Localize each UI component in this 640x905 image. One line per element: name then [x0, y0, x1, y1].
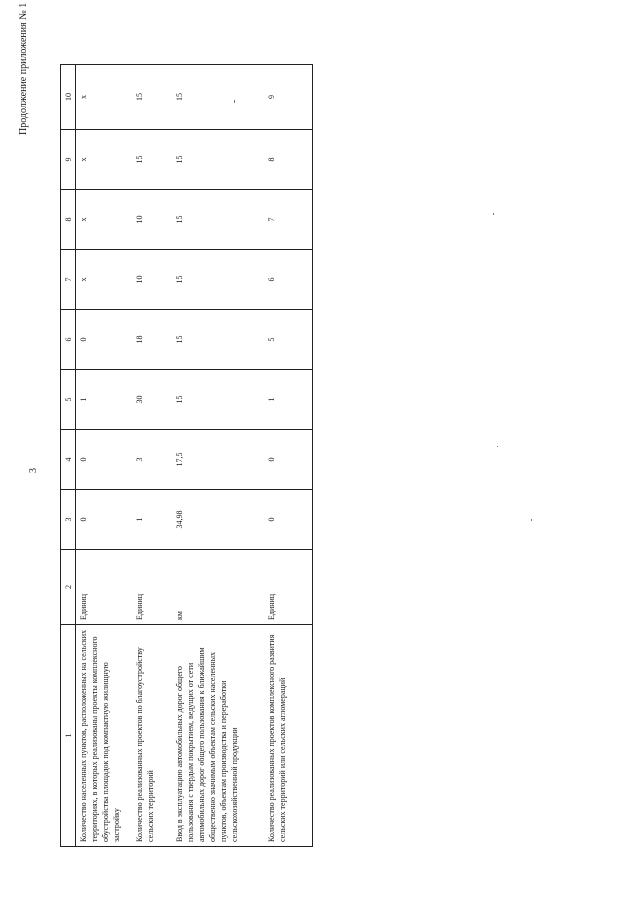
header-cell: 8	[61, 190, 76, 250]
value-cell: 30	[132, 370, 172, 430]
unit-cell: Единиц	[132, 550, 172, 625]
value-cell: 10	[132, 190, 172, 250]
value-cell: 17,5	[172, 430, 264, 490]
header-cell: 7	[61, 250, 76, 310]
value-cell: 15	[132, 65, 172, 130]
appendix-note: Продолжение приложения № 1	[18, 2, 29, 135]
value-cell: 10	[132, 250, 172, 310]
indicator-name: Количество реализованных проектов комплексного развития сельских территорий или сельских агломераций	[264, 625, 313, 847]
table-row	[132, 65, 172, 847]
scan-speck	[493, 213, 494, 215]
value-cell: 0	[76, 490, 133, 550]
value-cell: 9	[264, 65, 313, 130]
header-cell: 4	[61, 430, 76, 490]
value-cell: x	[76, 130, 133, 190]
value-cell: 34,98	[172, 490, 264, 550]
value-cell: 15	[172, 310, 264, 370]
value-cell: 0	[264, 430, 313, 490]
indicator-name: Ввод в эксплуатацию автомобильных дорог общего пользования с твердым покрытием, ведущих от сети автомобильных дорог общего пользования к ближайшим общественно значимым объектам сельских населенных пунктов, объектам производства и переработки сельскохозяйственной продукции	[172, 625, 264, 847]
table-header-row	[61, 65, 76, 847]
value-cell: 3	[132, 430, 172, 490]
value-cell: 15	[172, 250, 264, 310]
value-cell: 6	[264, 250, 313, 310]
value-cell: x	[76, 190, 133, 250]
header-cell: 10	[61, 65, 76, 130]
scan-speck	[497, 446, 498, 447]
value-cell: 1	[132, 490, 172, 550]
header-cell: 6	[61, 310, 76, 370]
value-cell: 15	[172, 130, 264, 190]
header-cell: 3	[61, 490, 76, 550]
header-cell: 9	[61, 130, 76, 190]
value-cell: 0	[76, 310, 133, 370]
scan-speck	[531, 519, 532, 521]
value-cell: 0	[76, 430, 133, 490]
value-cell: 7	[264, 190, 313, 250]
value-cell: x	[76, 250, 133, 310]
table-row	[264, 65, 313, 847]
value-cell: 15	[172, 65, 264, 130]
unit-cell: Единиц	[76, 550, 133, 625]
value-cell: 5	[264, 310, 313, 370]
value-cell: 1	[264, 370, 313, 430]
value-cell: 15	[172, 190, 264, 250]
header-cell: 1	[61, 625, 76, 847]
scan-speck	[234, 100, 235, 103]
value-cell: 0	[264, 490, 313, 550]
value-cell: 18	[132, 310, 172, 370]
page-number: 3	[28, 468, 39, 473]
header-cell: 2	[61, 550, 76, 625]
value-cell: x	[76, 65, 133, 130]
unit-cell: Единиц	[264, 550, 313, 625]
indicators-table	[60, 64, 313, 847]
value-cell: 15	[172, 370, 264, 430]
indicator-name: Количество населенных пунктов, расположенных на сельских территориях, в которых реализованы проекты комплексного обустройства площадок под компактную жилищную застройку	[76, 625, 133, 847]
header-cell: 5	[61, 370, 76, 430]
table-row	[76, 65, 133, 847]
value-cell: 1	[76, 370, 133, 430]
indicator-name: Количество реализованных проектов по благоустройству сельских территорий	[132, 625, 172, 847]
value-cell: 15	[132, 130, 172, 190]
table-row	[172, 65, 264, 847]
unit-cell: км	[172, 550, 264, 625]
value-cell: 8	[264, 130, 313, 190]
